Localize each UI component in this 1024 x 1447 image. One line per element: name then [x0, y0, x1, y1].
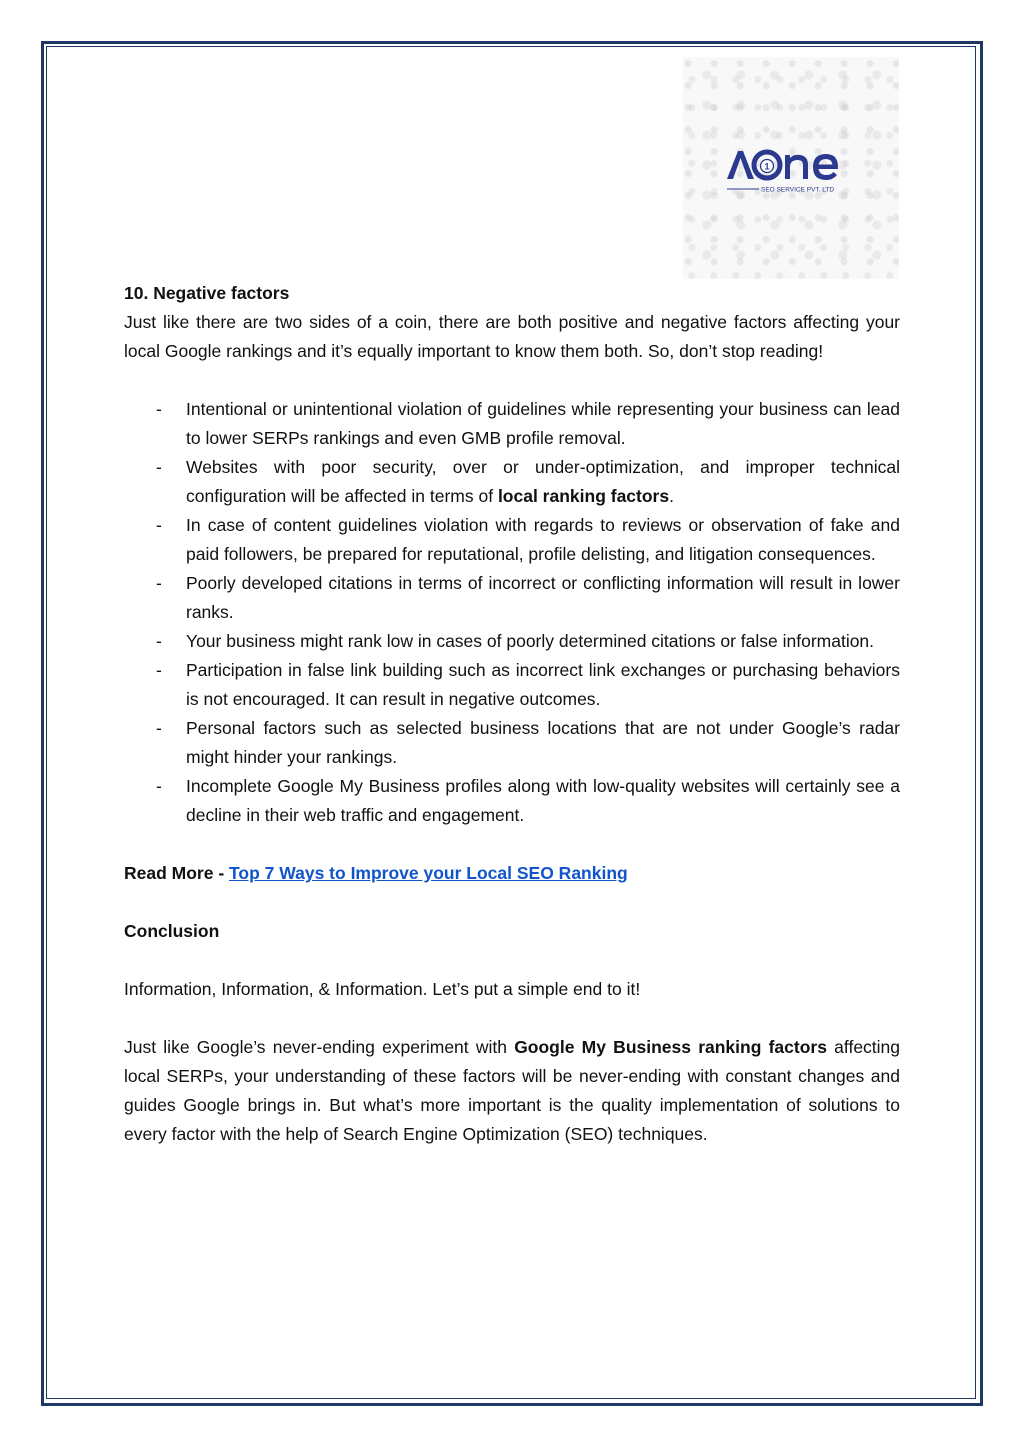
conclusion-heading: Conclusion — [124, 921, 220, 941]
bullet-dash: - — [156, 660, 162, 680]
bullet-dash: - — [156, 515, 162, 535]
list-item-text: Poorly developed citations in terms of incorrect or conflicting information will result in lower ranks. — [186, 573, 900, 622]
logo-tagline: SEO SERVICE PVT. LTD — [761, 186, 835, 194]
list-item-text: Incomplete Google My Business profiles along with low-quality websites will certainly see a decline in their web traffic and engagement. — [186, 776, 900, 825]
list-item — [124, 453, 900, 511]
read-more-label: Read More - — [124, 863, 230, 883]
read-more-link[interactable]: Top 7 Ways to Improve your Local SEO Ranking — [229, 863, 628, 883]
list-item-text: Participation in false link building such as incorrect link exchanges or purchasing behaviors is not encouraged. It can result in negative outcomes. — [186, 660, 900, 709]
conclusion-paragraph-1: Information, Information, & Information. Let’s put a simple end to it! — [124, 979, 641, 999]
list-item-text-end: . — [669, 486, 674, 506]
company-logo-panel — [683, 57, 899, 279]
list-item-text: Intentional or unintentional violation of guidelines while representing your business can lead to lower SERPs rankings and even GMB profile removal. — [186, 399, 900, 448]
list-item — [124, 772, 900, 830]
section-intro: Just like there are two sides of a coin, there are both positive and negative factors affecting your local Google rankings and it’s equally important to know them both. So, don’t stop reading! — [124, 312, 900, 361]
bullet-dash: - — [156, 573, 162, 593]
list-item — [124, 395, 900, 453]
list-item — [124, 569, 900, 627]
read-more-line — [124, 859, 900, 888]
list-item-text: Your business might rank low in cases of poorly determined citations or false information. — [186, 631, 875, 651]
list-item-text: Websites with poor security, over or under-optimization, and improper technical configuration will be affected in terms of — [186, 457, 900, 506]
conclusion-bold-text: Google My Business ranking factors — [514, 1037, 827, 1057]
bullet-dash: - — [156, 776, 162, 796]
list-item-text: Personal factors such as selected business locations that are not under Google’s radar might hinder your rankings. — [186, 718, 900, 767]
negative-factors-list — [124, 395, 900, 830]
bullet-dash: - — [156, 457, 162, 477]
list-item — [124, 656, 900, 714]
bullet-dash: - — [156, 631, 162, 651]
aone-logo — [725, 145, 857, 197]
bullet-dash: - — [156, 718, 162, 738]
section-heading: 10. Negative factors — [124, 283, 290, 303]
list-item — [124, 511, 900, 569]
document-body — [124, 279, 900, 1149]
logo-badge-number: 1 — [764, 161, 770, 172]
conclusion-text: Just like Google’s never-ending experiment with — [124, 1037, 515, 1057]
list-item-bold-text: local ranking factors — [497, 486, 670, 506]
list-item — [124, 627, 900, 656]
list-item-text: In case of content guidelines violation with regards to reviews or observation of fake and paid followers, be prepared for reputational, profile delisting, and litigation consequences. — [186, 515, 900, 564]
list-item — [124, 714, 900, 772]
conclusion-paragraph-2 — [124, 1033, 900, 1149]
conclusion-text-end: affecting local SERPs, your understanding of these factors will be never-ending with constant changes and guides Google brings in. But what’s more important is the quality implementation of solutions to every factor with the help of Search Engine Optimization (SEO) techniques. — [124, 1037, 901, 1144]
bullet-dash: - — [156, 399, 162, 419]
